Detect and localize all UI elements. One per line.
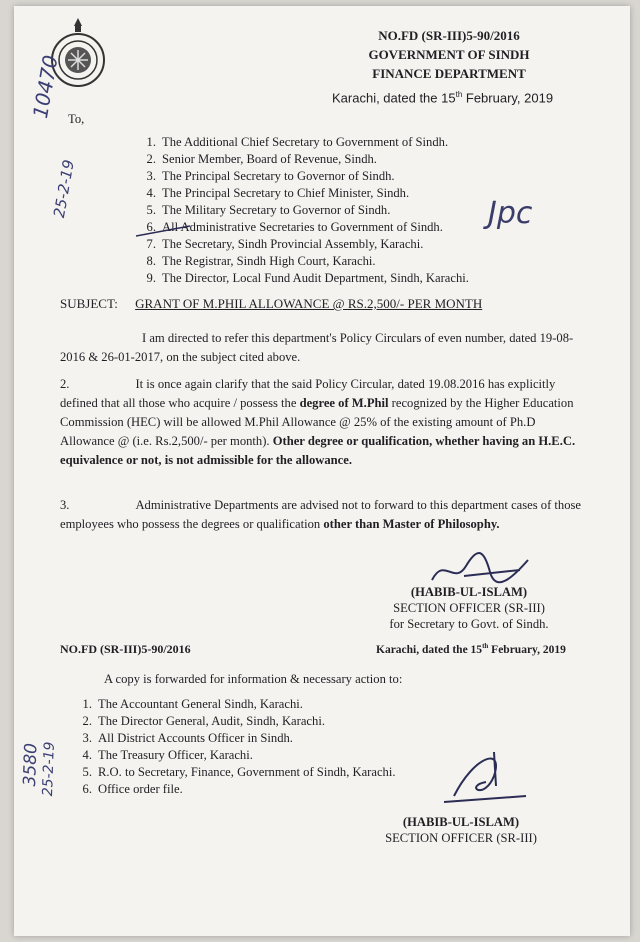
recipient-item-text: All Administrative Secretaries to Government of Sindh. [162,220,443,234]
recipient-item-text: The Additional Chief Secretary to Government of Sindh. [162,135,449,149]
signature-block-2 [366,814,556,846]
recipient-item [134,151,469,168]
recipient-item-text: The Registrar, Sindh High Court, Karachi. [162,254,376,268]
copy-recipient-item-number: 3. [82,731,92,745]
copy-recipient-item-number: 1. [82,697,92,711]
recipient-item-number: 5. [146,203,156,217]
recipient-item [134,185,469,202]
copy-recipient-item-text: All District Accounts Officer in Sindh. [98,731,293,745]
copy-recipient-item-number: 4. [82,748,92,762]
recipient-item-number: 1. [146,135,156,149]
recipient-item [134,202,469,219]
handwritten-initials: Jpc [488,196,533,231]
header-date: Karachi, dated the 15th February, 2019 [332,90,554,106]
copy-reference: NO.FD (SR-III)5-90/2016 [60,642,191,656]
copy-recipient-item [70,764,396,781]
department-name: FINANCE DEPARTMENT [372,66,526,81]
copy-recipient-item [70,730,396,747]
paragraph-2: 2. It is once again clarify that the said Policy Circular, dated 19.08.2016 has explicitly defined that all those who acquire / possess the degree of M.Phil recognized by the Higher Education Commission (HEC) will be allowed M.Phil Allowance @ 25% of the existing amount of Ph.D Allowance @ (i.e. Rs.2,500/- per month). Other degree or qualification, whether having an H.E.C. equivalence or not, is not admissible for the allowance. [60,377,576,467]
recipient-item-text: The Principal Secretary to Chief Minister, Sindh. [162,186,410,200]
subject-label: SUBJECT: [60,296,118,311]
paragraph-1: I am directed to refer this department's Policy Circulars of even number, dated 19-08-2016 & 26-01-2017, on the subject cited above. [60,331,574,364]
recipient-item [134,168,469,185]
copy-recipient-item [70,713,396,730]
reference-number: NO.FD (SR-III)5-90/2016 [378,28,520,43]
recipient-item-number: 4. [146,186,156,200]
document-page [14,6,630,936]
recipient-item [134,253,469,270]
recipient-item-text: The Principal Secretary to Governor of Sindh. [162,169,395,183]
recipient-item-number: 7. [146,237,156,251]
to-label: To, [68,112,85,126]
signatory-title: SECTION OFFICER (SR-III) [393,601,545,615]
recipient-item-text: The Military Secretary to Governor of Sindh. [162,203,391,217]
handwritten-diary-number: 10470 [28,53,63,121]
recipient-item-number: 3. [146,169,156,183]
recipient-item-text: Senior Member, Board of Revenue, Sindh. [162,152,377,166]
signatory-name: (HABIB-UL-ISLAM) [410,585,528,599]
subject-text: GRANT OF M.PHIL ALLOWANCE @ RS.2,500/- PER MONTH [135,296,483,311]
handwritten-receipt-date: 25-2-19 [40,741,58,797]
signatory-2-title: SECTION OFFICER (SR-III) [385,831,537,845]
copy-list [70,696,396,798]
signature-2-icon [434,746,534,816]
signatory-for: for Secretary to Govt. of Sindh. [389,617,549,631]
recipient-item [134,236,469,253]
recipient-list [134,134,469,287]
copy-recipient-item [70,781,396,798]
government-name: GOVERNMENT OF SINDH [368,47,530,62]
copy-intro: A copy is forwarded for information & necessary action to: [104,672,403,686]
copy-recipient-item-text: R.O. to Secretary, Finance, Government of Sindh, Karachi. [98,765,396,779]
copy-recipient-item-number: 2. [82,714,92,728]
copy-recipient-item-text: The Director General, Audit, Sindh, Karachi. [98,714,325,728]
recipient-item-text: The Director, Local Fund Audit Department, Sindh, Karachi. [162,271,469,285]
paragraph-3: 3. Administrative Departments are advised not to forward to this department cases of those employees who possess the degrees or qualification other than Master of Philosophy. [60,498,582,531]
signatory-2-name: (HABIB-UL-ISLAM) [402,815,520,829]
recipient-item-number: 2. [146,152,156,166]
copy-date: Karachi, dated the 15th February, 2019 [376,642,566,656]
recipient-item-text: The Secretary, Sindh Provincial Assembly, Karachi. [162,237,424,251]
subject-line [60,294,482,313]
recipient-item-number: 9. [146,271,156,285]
copy-recipient-item-number: 5. [82,765,92,779]
signature-block-1 [374,584,564,632]
recipient-item-number: 8. [146,254,156,268]
copy-recipient-item-text: The Treasury Officer, Karachi. [98,748,253,762]
recipient-item [134,270,469,287]
copy-recipient-item-text: Office order file. [98,782,183,796]
recipient-item [134,134,469,151]
copy-recipient-item-number: 6. [82,782,92,796]
copy-recipient-item [70,696,396,713]
copy-recipient-item [70,747,396,764]
recipient-item-number: 6. [146,220,156,234]
handwritten-diary-date: 25-2-19 [50,158,78,220]
handwritten-receipt-number: 3580 [20,742,42,787]
copy-recipient-item-text: The Accountant General Sindh, Karachi. [98,697,303,711]
strike-mark-icon [134,224,194,238]
